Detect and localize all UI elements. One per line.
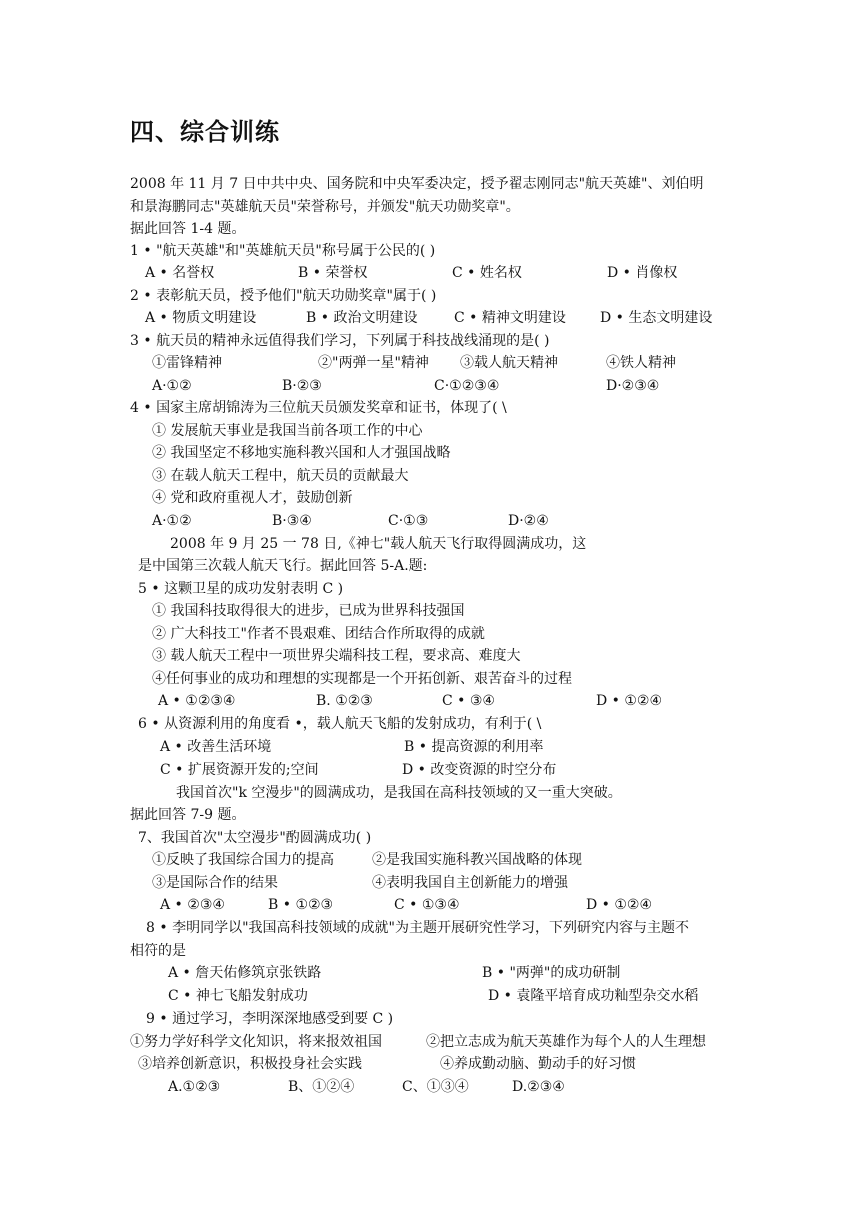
q7-options [0, 896, 860, 914]
q7-item-1: ①反映了我国综合国力的提高 [152, 852, 334, 868]
q6-option-d: D • 改变资源的时空分布 [402, 762, 557, 778]
q7-stem: 7、我国首次"太空漫步"酌圆满成功( ) [138, 830, 372, 846]
q3-item-1: ①雷锋精神 [152, 355, 222, 371]
q4-item-4: ④ 党和政府重视人才，鼓励创新 [152, 490, 353, 506]
q2-option-b: B • 政治文明建设 [306, 310, 418, 326]
q7-option-a: A • ②③④ [160, 897, 225, 913]
q9-item-3: ③培养创新意识，积极投身社会实践 [138, 1056, 362, 1072]
q2-option-a: A • 物质文明建设 [145, 310, 257, 326]
q1-option-a: A • 名誉权 [145, 265, 215, 281]
q9-option-c: C、①③④ [402, 1079, 469, 1095]
q5-options [0, 692, 860, 710]
q7-option-b: B • ①②③ [268, 897, 334, 913]
q5-stem: 5 • 这颗卫星的成功发射表明 C ) [138, 581, 344, 597]
intro-line-3: 据此回答 1-4 题。 [130, 221, 246, 237]
q7-item-4: ④表明我国自主创新能力的增强 [372, 875, 568, 891]
intro2-line-2: 是中国第三次载人航天飞行。据此回答 5-A.题: [138, 558, 428, 574]
q9-options [0, 1078, 860, 1096]
q2-options [0, 309, 860, 327]
q3-item-3: ③载人航天精神 [460, 355, 558, 371]
section-title: 四、综合训练 [130, 117, 280, 146]
intro-line-2: 和景海鹏同志"英雄航天员"荣誉称号，并颁发"航天功勋奖章"。 [130, 199, 520, 215]
intro3-line-1: 我国首次"k 空漫步"的圆满成功，是我国在高科技领域的又一重大突破。 [176, 785, 622, 801]
q5-item-2: ② 广大科技工"作者不畏艰难、团结合作所取得的成就 [152, 626, 485, 642]
q9-item-2: ②把立志成为航天英雄作为每个人的人生理想 [426, 1034, 706, 1050]
q7-item-3: ③是国际合作的结果 [152, 875, 278, 891]
q2-stem: 2 • 表彰航天员，授予他们"航天功勋奖章"属于( ) [130, 288, 437, 304]
q3-items [0, 354, 860, 372]
q9-option-d: D.②③④ [512, 1079, 565, 1095]
q3-stem: 3 • 航天员的精神永远值得我们学习，下列属于科技战线涌现的是( ) [130, 333, 550, 349]
q9-items-row-2 [0, 1055, 860, 1073]
q3-item-4: ④铁人精神 [606, 355, 676, 371]
q8-option-c: C • 神七飞船发射成功 [168, 988, 308, 1004]
q4-option-c: C·①③ [388, 513, 429, 529]
q3-options [0, 377, 860, 395]
intro3-line-2: 据此回答 7-9 题。 [130, 807, 246, 823]
q6-option-c: C • 扩展资源开发的;空间 [160, 762, 319, 778]
q7-option-c: C • ①③④ [394, 897, 460, 913]
q3-option-b: B·②③ [282, 378, 322, 394]
q1-option-c: C • 姓名权 [452, 265, 522, 281]
q6-option-b: B • 提高资源的利用率 [404, 739, 544, 755]
q3-option-d: D·②③④ [606, 378, 660, 394]
q5-item-1: ① 我国科技取得很大的进步，已成为世界科技强国 [152, 603, 465, 619]
q9-option-a: A.①②③ [168, 1079, 221, 1095]
q3-item-2: ②"两弹一星"精神 [318, 355, 429, 371]
q7-item-2: ②是我国实施科教兴国战略的体现 [372, 852, 582, 868]
q4-stem: 4 • 国家主席胡锦涛为三位航天员颁发奖章和证书，体现了( \ [130, 400, 507, 416]
q4-item-1: ① 发展航天事业是我国当前各项工作的中心 [152, 423, 423, 439]
q1-option-d: D • 肖像权 [607, 265, 678, 281]
q4-options [0, 512, 860, 530]
q8-options-row-1 [0, 964, 860, 982]
q4-option-a: A·①② [152, 513, 192, 529]
q9-items-row-1 [0, 1033, 860, 1051]
q3-option-c: C·①②③④ [434, 378, 500, 394]
q9-item-4: ④养成勤动脑、勤动手的好习惯 [440, 1056, 636, 1072]
q1-stem: 1 • "航天英雄"和"英雄航天员"称号属于公民的( ) [130, 243, 436, 259]
intro-line-1: 2008 年 11 月 7 日中共中央、国务院和中央军委决定，授予翟志刚同志"航天英雄"、刘伯明 [130, 176, 704, 192]
q5-option-b: B. ①②③ [316, 693, 373, 709]
q4-item-3: ③ 在载人航天工程中，航天员的贡献最大 [152, 468, 409, 484]
q1-option-b: B • 荣誉权 [298, 265, 368, 281]
q5-item-3: ③ 载人航天工程中一项世界尖端科技工程，要求高、难度大 [152, 648, 521, 664]
q3-option-a: A·①② [152, 378, 192, 394]
q6-options-row-1 [0, 738, 860, 756]
q8-option-a: A • 詹天佑修筑京张铁路 [168, 965, 322, 981]
q9-item-1: ①努力学好科学文化知识，将来报效祖国 [130, 1034, 382, 1050]
q9-option-b: B、①②④ [288, 1079, 355, 1095]
q4-item-2: ② 我国坚定不移地实施科教兴国和人才强国战略 [152, 445, 451, 461]
q8-stem-line-1: 8 • 李明同学以"我国高科技领域的成就"为主题开展研究性学习，下列研究内容与主题不 [146, 920, 689, 936]
q5-option-a: A • ①②③④ [158, 693, 236, 709]
q8-option-b: B • "两弹"的成功研制 [482, 965, 621, 981]
q7-items-row-2 [0, 874, 860, 892]
q8-options-row-2 [0, 987, 860, 1005]
q5-option-d: D • ①②④ [596, 693, 663, 709]
q2-option-c: C • 精神文明建设 [454, 310, 566, 326]
q2-option-d: D • 生态文明建设 [600, 310, 713, 326]
q4-option-b: B·③④ [272, 513, 312, 529]
q7-option-d: D • ①②④ [586, 897, 653, 913]
intro2-line-1: 2008 年 9 月 25 一 78 日,《神七"载人航天飞行取得圆满成功，这 [170, 536, 587, 552]
q8-option-d: D • 袁隆平培育成功籼型杂交水稻 [488, 988, 699, 1004]
q9-stem: 9 • 通过学习，李明深深地感受到要 C ) [146, 1011, 394, 1027]
q1-options [0, 264, 860, 282]
q5-option-c: C • ③④ [442, 693, 495, 709]
q4-option-d: D·②④ [508, 513, 549, 529]
q7-items-row-1 [0, 851, 860, 869]
q5-item-4: ④任何事业的成功和理想的实现都是一个开拓创新、艰苦奋斗的过程 [152, 671, 572, 687]
q6-stem: 6 • 从资源利用的角度看 •，载人航天飞船的发射成功，有利于( \ [138, 716, 542, 732]
q6-option-a: A • 改善生活环境 [160, 739, 272, 755]
q8-stem-line-2: 相符的是 [130, 943, 186, 959]
q6-options-row-2 [0, 761, 860, 779]
